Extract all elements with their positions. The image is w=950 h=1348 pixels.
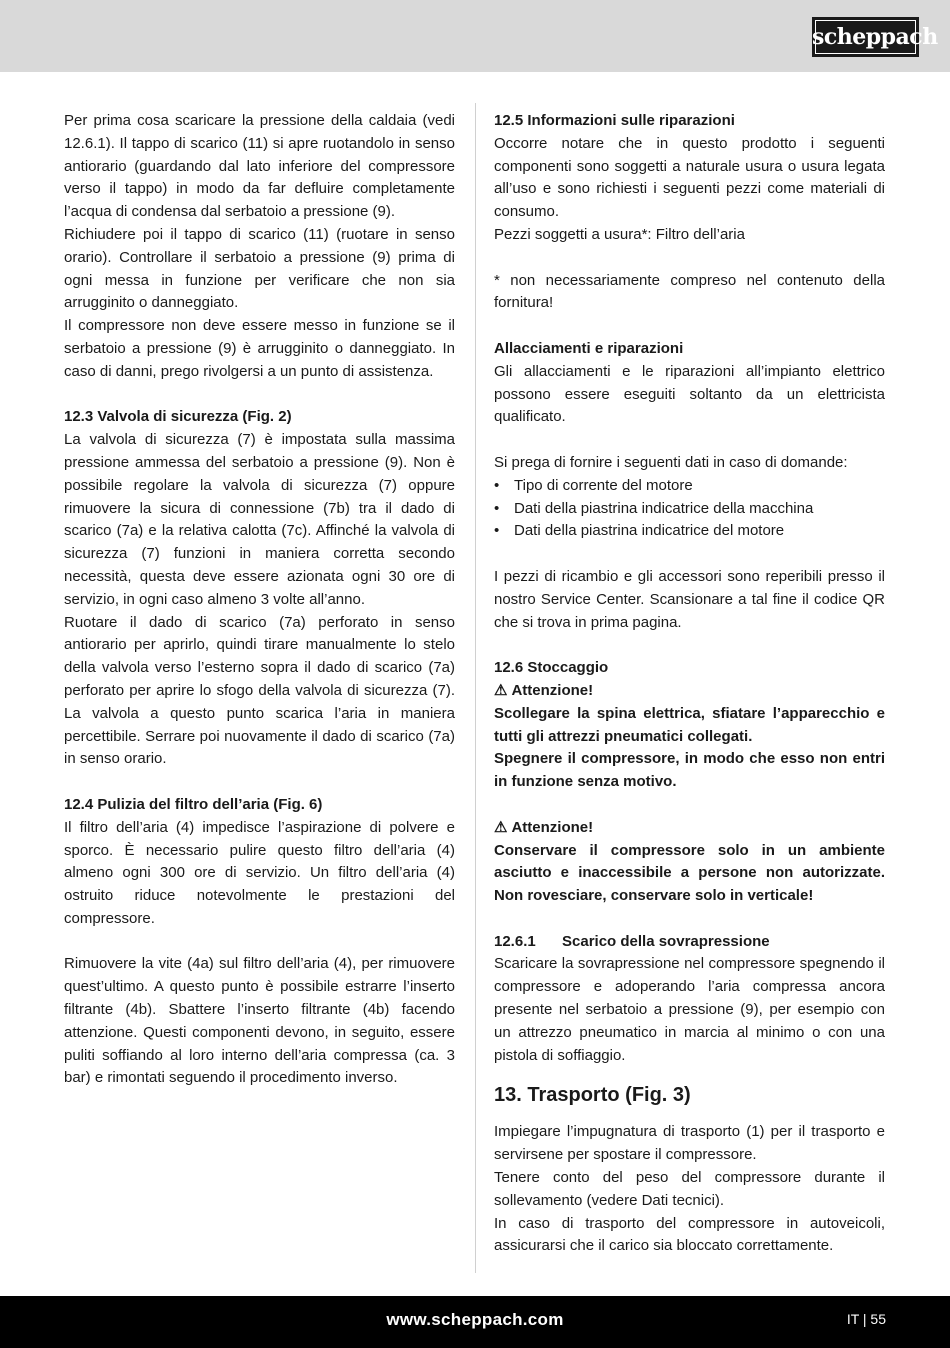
paragraph: La valvola di sicurezza (7) è impostata sulla massima pressione ammessa del serbatoio a pressione (9). Non è possibile regolare la valvola di sicurezza (7) oppure rimuovere la sicura di connessione (7b) tra il dado di scarico (7a) e la relativa calotta (7c). Affinché la valvola di sicurezza (7) funzioni in maniera corretta secondo necessità, questa deve essere azionata ogni 30 ore di servizio, in ogni caso almeno 3 volte all’anno. xyxy=(64,431,455,608)
paragraph: Ruotare il dado di scarico (7a) perforato in senso antiorario per aprirlo, quindi tirare manualmente lo stelo della valvola verso l’esterno sopra il dado di scarico (7a) perforato per aprire lo sfogo della valvola di sicurezza (7). La valvola a questo punto scarica l’aria in maniera percettibile. Serrare poi nuovamente il dado di scarico (7a) in senso orario. xyxy=(64,613,455,768)
warning-icon: ⚠ xyxy=(494,681,508,699)
paragraph: Il filtro dell’aria (4) impedisce l’aspirazione di polvere e sporco. È necessario pulire questo filtro dell’aria (4) almeno ogni 300 ore di servizio. Un filtro dell’aria (4) ostruito riduce notevolmente le prestazioni del compressore. xyxy=(64,818,455,927)
paragraph: Occorre notare che in questo prodotto i seguenti componenti sono soggetti a naturale usura o usura legata all’uso e sono richiesti i seguenti pezzi come materiali di consumo. xyxy=(494,134,885,221)
chapter-heading-13: 13. Trasporto (Fig. 3) xyxy=(494,1084,691,1107)
warning-text: Spegnere il compressore, in modo che esso non entri in funzione senza motivo. xyxy=(494,750,885,791)
warning-line xyxy=(494,817,885,840)
heading-title: Scarico della sovrapressione xyxy=(562,932,770,950)
section-heading-12-5: 12.5 Informazioni sulle riparazioni xyxy=(494,112,735,129)
page-number: IT | 55 xyxy=(846,1311,886,1327)
right-column xyxy=(494,110,885,1258)
paragraph: Scaricare la sovrapressione nel compressore spegnendo il compressore e adoperando l’aria compressa ancora presente nel serbatoio a pressione (9), per esempio con un attrezzo pneumatico in marcia al minimo o con una pistola di soffiaggio. xyxy=(494,955,885,1064)
page-header xyxy=(0,0,950,72)
logo-frame xyxy=(815,20,916,54)
bullet-list xyxy=(494,475,885,543)
brand-logo xyxy=(812,17,938,57)
column-divider xyxy=(475,103,476,1273)
paragraph: Per prima cosa scaricare la pressione della caldaia (vedi 12.6.1). Il tappo di scarico (11) si apre ruotandolo in senso antiorario (guardando dal lato inferiore del compressore verso il tappo) in modo da far defluire completamente l’acqua di condensa dal serbatoio a pressione (9). xyxy=(64,112,455,221)
warning-text: Conservare il compressore solo in un ambiente asciutto e inaccessibile a persone non autorizzate. Non rovesciare, conservare solo in verticale! xyxy=(494,841,885,905)
paragraph: * non necessariamente compreso nel contenuto della fornitura! xyxy=(494,271,885,312)
paragraph: Impiegare l’impugnatura di trasporto (1) per il trasporto e servirsene per spostare il compressore. xyxy=(494,1123,885,1164)
warning-line xyxy=(494,680,885,703)
paragraph: Richiudere poi il tappo di scarico (11) (ruotare in senso orario). Controllare il serbatoio a pressione (9) prima di ogni messa in funzione per verificare che non sia arrugginito o danneggiato. xyxy=(64,225,455,312)
logo-text: scheppach xyxy=(812,24,938,50)
website-url: www.scheppach.com xyxy=(386,1310,564,1329)
left-column xyxy=(64,110,455,1090)
heading-number: 12.6.1 xyxy=(494,932,536,950)
subheading-allacciamenti: Allacciamenti e riparazioni xyxy=(494,339,684,357)
section-heading-12-6: 12.6 Stoccaggio xyxy=(494,659,609,677)
page-footer xyxy=(0,1296,950,1348)
list-item: • Dati della piastrina indicatrice della macchina xyxy=(494,498,885,521)
list-item: • Tipo di corrente del motore xyxy=(494,475,885,498)
paragraph: Tenere conto del peso del compressore durante il sollevamento (vedere Dati tecnici). xyxy=(494,1169,885,1209)
paragraph: Rimuovere la vite (4a) sul filtro dell’aria (4), per rimuovere quest’ultimo. A questo punto è possibile estrarre l’inserto filtrante (4b). Sbattere l’inserto filtrante (4b) facendo attenzione. Questi componenti devono, in seguito, essere puliti soffiando al loro interno dell’aria compressa (ca. 3 bar) e rimontati seguendo il procedimento inverso. xyxy=(64,955,455,1087)
paragraph: Il compressore non deve essere messo in funzione se il serbatoio a pressione (9) è arrugginito o danneggiato. In caso di danni, prego rivolgersi a un punto di assistenza. xyxy=(64,317,455,380)
warning-label: Attenzione! xyxy=(511,681,594,699)
section-heading-12-4: 12.4 Pulizia del filtro dell’aria (Fig. 6) xyxy=(64,795,323,813)
section-heading-12-3: 12.3 Valvola di sicurezza (Fig. 2) xyxy=(64,408,292,426)
paragraph: Gli allacciamenti e le riparazioni all’impianto elettrico possono essere eseguiti soltanto da un elettricista qualificato. xyxy=(494,362,885,426)
warning-icon: ⚠ xyxy=(494,818,508,836)
warning-label: Attenzione! xyxy=(511,818,594,836)
paragraph: I pezzi di ricambio e gli accessori sono reperibili presso il nostro Service Center. Scansionare a tal fine il codice QR che si trova in prima pagina. xyxy=(494,567,885,631)
section-heading-12-6-1 xyxy=(494,931,885,954)
paragraph: In caso di trasporto del compressore in autoveicoli, assicurarsi che il carico sia bloccato correttamente. xyxy=(494,1214,885,1255)
list-item: • Dati della piastrina indicatrice del motore xyxy=(494,520,885,543)
warning-text: Scollegare la spina elettrica, sfiatare l’apparecchio e tutti gli attrezzi pneumatici collegati. xyxy=(494,704,885,745)
paragraph: Pezzi soggetti a usura*: Filtro dell’aria xyxy=(494,225,745,243)
paragraph: Si prega di fornire i seguenti dati in caso di domande: xyxy=(494,453,848,471)
